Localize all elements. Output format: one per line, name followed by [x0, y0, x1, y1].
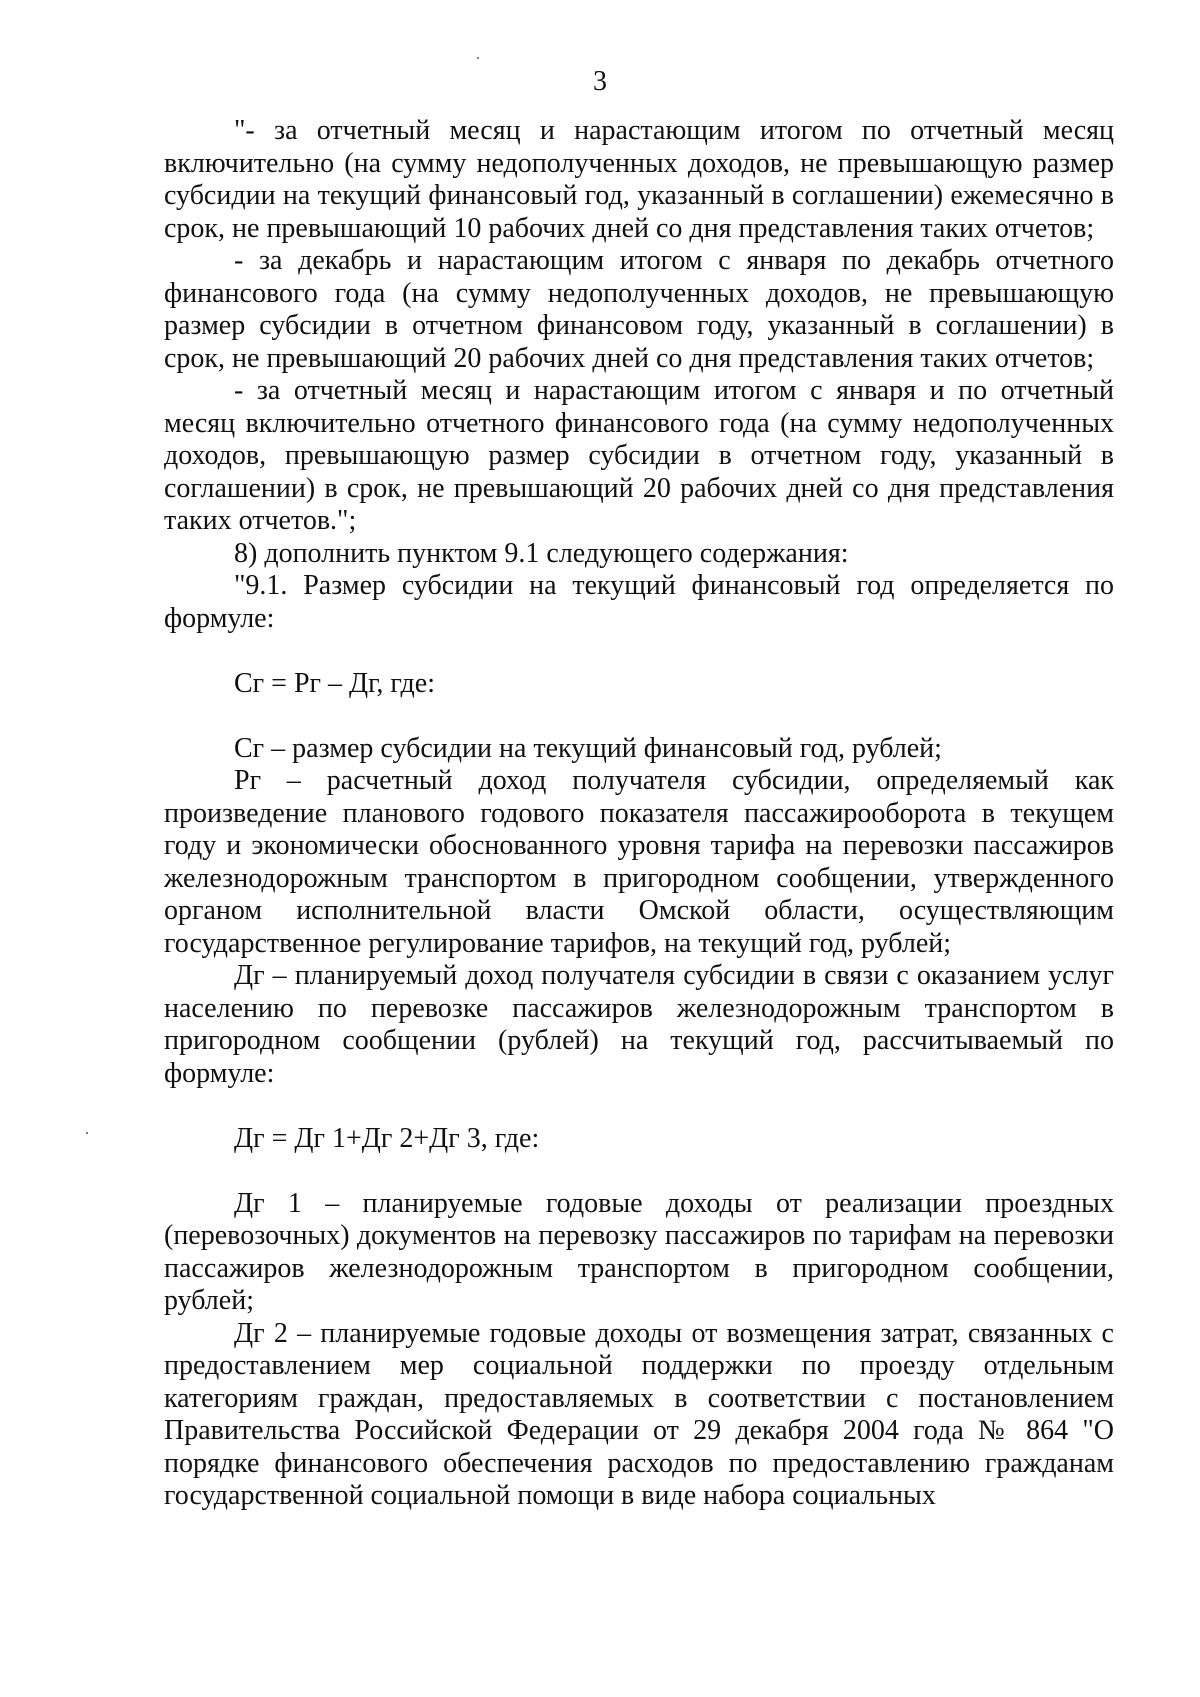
spacer [164, 1155, 1114, 1188]
scan-speck-top [477, 57, 479, 59]
definition-dg: Дг – планируемый доход получателя субсидии в связи с оказанием услуг населению по перевозке пассажиров железнодорожным транспортом в пригородном сообщении (рублей) на текущий год, рассчитываемый по формуле: [164, 960, 1114, 1089]
definition-dg1: Дг 1 – планируемые годовые доходы от реализации проездных (перевозочных) документов на перевозку пассажиров по тарифам на перевозки пассажиров железнодорожным транспортом в пригородном сообщении, рублей; [164, 1187, 1114, 1316]
formula-subsidy: Сг = Рг – Дг, где: [234, 667, 435, 699]
paragraph-december-report-deadline: - за декабрь и нарастающим итогом с января по декабрь отчетного финансового года (на сумму недополученных доходов, не превышающую размер субсидии в отчетном финансовом году, указанный в соглашении) в срок, не превышающий 20 рабочих дней со дня представления таких отчетов; [164, 245, 1114, 374]
page-number: 3 [593, 66, 607, 97]
paragraph-monthly-report-deadline: "- за отчетный месяц и нарастающим итогом по отчетный месяц включительно (на сумму недополученных доходов, не превышающую размер субсидии на текущий финансовый год, указанный в соглашении) ежемесячно в срок, не превышающий 10 рабочих дней со дня представления таких отчетов; [164, 115, 1114, 244]
paragraph-amendment-item-8: 8) дополнить пунктом 9.1 следующего содержания: [234, 537, 849, 569]
document-body [164, 115, 1114, 1513]
spacer [164, 635, 1114, 668]
scan-speck-left [86, 1132, 88, 1134]
formula-planned-income: Дг = Дг 1+Дг 2+Дг 3, где: [234, 1122, 540, 1154]
spacer [164, 1090, 1114, 1123]
definition-rg: Рг – расчетный доход получателя субсидии, определяемый как произведение планового годового показателя пассажирооборота в текущем году и экономически обоснованного уровня тарифа на перевозки пассажиров железнодорожным транспортом в пригородном сообщении, утвержденного органом исполнительной власти Омской области, осуществляющим государственное регулирование тарифов, на текущий год, рублей; [164, 765, 1114, 959]
spacer [164, 700, 1114, 733]
definition-dg2: Дг 2 – планируемые годовые доходы от возмещения затрат, связанных с предоставлением мер социальной поддержки по проезду отдельным категориям граждан, предоставляемых в соответствии с постановлением Правительства Российской Федерации от 29 декабря 2004 года № 864 "О порядке финансового обеспечения расходов по предоставлению гражданам государственной социальной помощи в виде набора социальных [164, 1317, 1114, 1511]
paragraph-excess-report-deadline: - за отчетный месяц и нарастающим итогом с января и по отчетный месяц включительно отчетного финансового года (на сумму недополученных доходов, превышающую размер субсидии в отчетном году, указанный в соглашении) в срок, не превышающий 20 рабочих дней со дня представления таких отчетов."; [164, 375, 1114, 536]
paragraph-clause-9-1: "9.1. Размер субсидии на текущий финансовый год определяется по формуле: [164, 570, 1114, 634]
definition-sg: Сг – размер субсидии на текущий финансовый год, рублей; [234, 732, 942, 764]
